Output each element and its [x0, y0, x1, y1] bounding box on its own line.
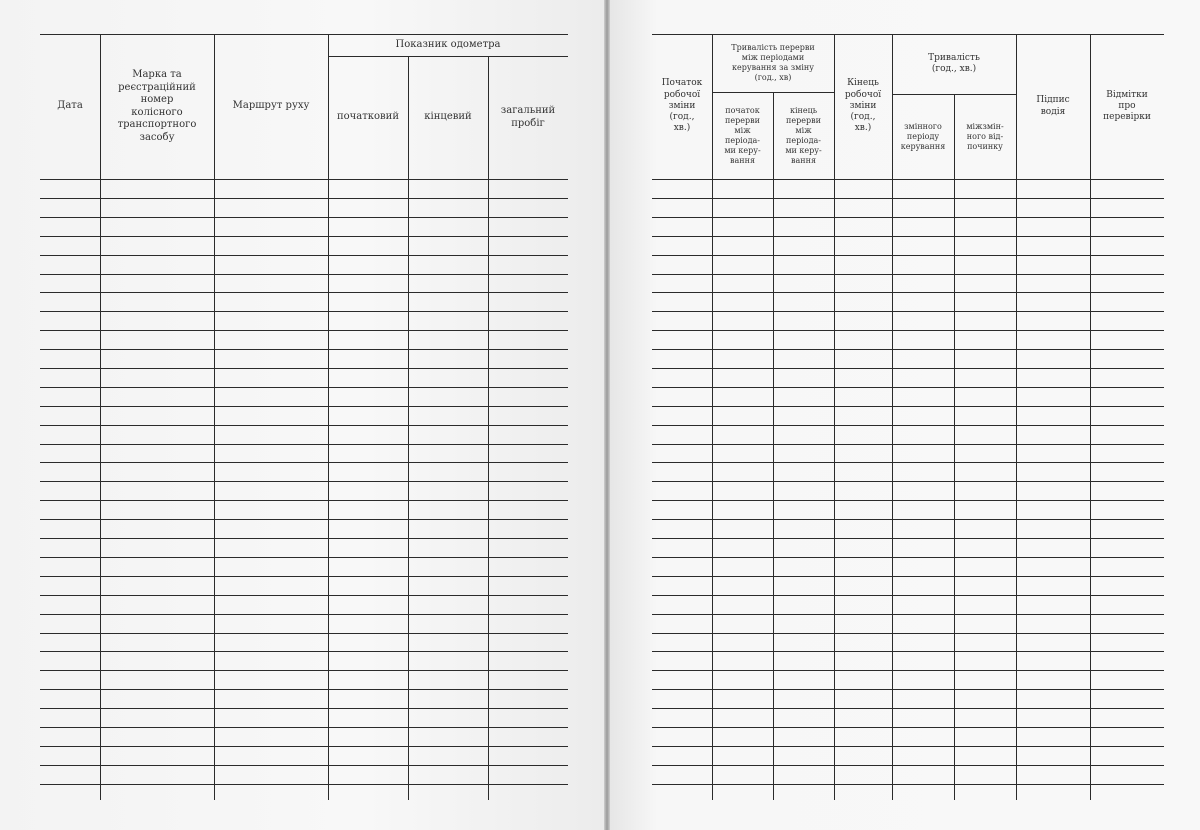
row-rule: [652, 633, 1164, 634]
row-rule: [652, 330, 1164, 331]
header-shift-start: Початок робочої зміни (год., хв.): [661, 78, 703, 134]
header-break-duration: Тривалість перерви між періодами керування за зміну (год., хв): [731, 43, 815, 82]
row-rule: [652, 481, 1164, 482]
column-rule: [954, 94, 955, 800]
header-odometer-start: початковий: [336, 111, 400, 123]
row-rule: [652, 519, 1164, 520]
row-rule: [652, 292, 1164, 293]
row-rule: [652, 595, 1164, 596]
header-break-start: початок перерви між періода- ми керу- вання: [724, 105, 761, 165]
row-rule: [652, 425, 1164, 426]
row-rule: [652, 765, 1164, 766]
column-rule: [1016, 34, 1017, 800]
row-rule: [652, 500, 1164, 501]
row-rule: [652, 462, 1164, 463]
row-rule: [652, 670, 1164, 671]
header-vehicle: Марка та реєстраційний номер колісного транспортного засобу: [117, 69, 197, 143]
column-rule: [773, 92, 774, 800]
row-rule: [652, 444, 1164, 445]
column-rule: [712, 34, 713, 800]
row-rule: [652, 557, 1164, 558]
header-duration: Тривалість (год., хв.): [928, 52, 980, 74]
header-inspection-marks: Відмітки про перевірки: [1103, 89, 1151, 123]
row-rule: [652, 387, 1164, 388]
row-rule: [652, 784, 1164, 785]
column-rule: [328, 34, 329, 800]
row-rule: [652, 708, 1164, 709]
row-rule: [652, 311, 1164, 312]
row-rule: [652, 274, 1164, 275]
header-sub-rule: [328, 56, 568, 57]
header-bottom-rule: [652, 179, 1164, 180]
row-rule: [652, 198, 1164, 199]
table-top-rule: [652, 34, 1164, 35]
column-rule: [488, 56, 489, 800]
column-rule: [214, 34, 215, 800]
column-rule: [100, 34, 101, 800]
row-rule: [652, 727, 1164, 728]
column-rule: [408, 56, 409, 800]
header-odometer-end: кінцевий: [424, 111, 472, 123]
header-duration-rest: міжзмін- ного від- починку: [966, 121, 1004, 151]
header-route: Маршрут руху: [232, 100, 310, 112]
header-odometer: Показник одометра: [395, 38, 501, 50]
row-rule: [652, 651, 1164, 652]
column-rule: [892, 34, 893, 800]
table-top-rule: [40, 34, 568, 35]
row-rule: [652, 368, 1164, 369]
header-shift-end: Кінець робочої зміни (год., хв.): [844, 78, 882, 134]
header-break-end: кінець перерви між періода- ми керу- вання: [785, 105, 822, 165]
row-rule: [652, 614, 1164, 615]
row-rule: [652, 349, 1164, 350]
column-rule: [1090, 34, 1091, 800]
right-page: [610, 0, 1200, 830]
column-rule: [834, 34, 835, 800]
header-odometer-total: загальний пробіг: [500, 105, 556, 129]
row-rule: [652, 689, 1164, 690]
row-rule: [652, 538, 1164, 539]
row-rule: [652, 236, 1164, 237]
row-rule: [652, 255, 1164, 256]
header-duration-driving: змінного періоду керування: [900, 121, 946, 151]
row-rule: [652, 217, 1164, 218]
row-rule: [652, 746, 1164, 747]
header-driver-signature: Підпис водія: [1036, 95, 1070, 117]
row-rule: [652, 576, 1164, 577]
row-rule: [652, 406, 1164, 407]
header-date: Дата: [57, 100, 83, 112]
